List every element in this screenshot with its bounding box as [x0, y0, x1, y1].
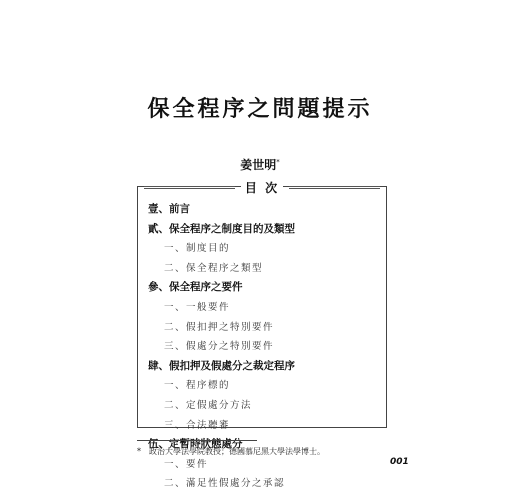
toc-subitem: 一、制度目的 — [164, 243, 231, 255]
toc-header — [138, 179, 386, 195]
toc-item: 壹、前言 — [148, 203, 190, 215]
toc-subitem: 一、程序標的 — [164, 380, 231, 392]
author-line — [0, 156, 520, 173]
toc-subitem: 二、假扣押之特別要件 — [164, 321, 275, 333]
toc-item: 貳、保全程序之制度目的及類型 — [148, 222, 295, 235]
toc-subitem: 二、定假處分方法 — [164, 399, 253, 411]
toc-subitem: 一、一般要件 — [164, 301, 231, 313]
author-name: 姜世明 — [240, 158, 277, 172]
footnote: * 政治大學法學院教授；德國慕尼黑大學法學博士。 — [137, 447, 325, 456]
toc-item: 伍、定暫時狀態處分 — [148, 438, 243, 451]
page-title: 保全程序之問題提示 — [147, 96, 373, 122]
toc-heading: 目 次 — [241, 179, 283, 196]
toc-subitem: 二、滿足性假處分之承認 — [164, 478, 286, 490]
toc-item: 參、保全程序之要件 — [148, 281, 243, 294]
author-footnote-mark: * — [276, 158, 280, 166]
toc-subitem: 二、保全程序之類型 — [164, 262, 264, 274]
toc-subitem: 一、要件 — [164, 458, 209, 470]
toc-subitem: 三、假處分之特別要件 — [164, 341, 275, 353]
toc-subitem: 三、合法聽審 — [164, 419, 231, 431]
toc-header-rule-right — [289, 186, 380, 189]
footnote-rule — [137, 440, 257, 441]
toc-header-rule-left — [144, 186, 235, 189]
toc-item: 肆、假扣押及假處分之裁定程序 — [148, 359, 295, 372]
page-number: 001 — [390, 457, 409, 467]
